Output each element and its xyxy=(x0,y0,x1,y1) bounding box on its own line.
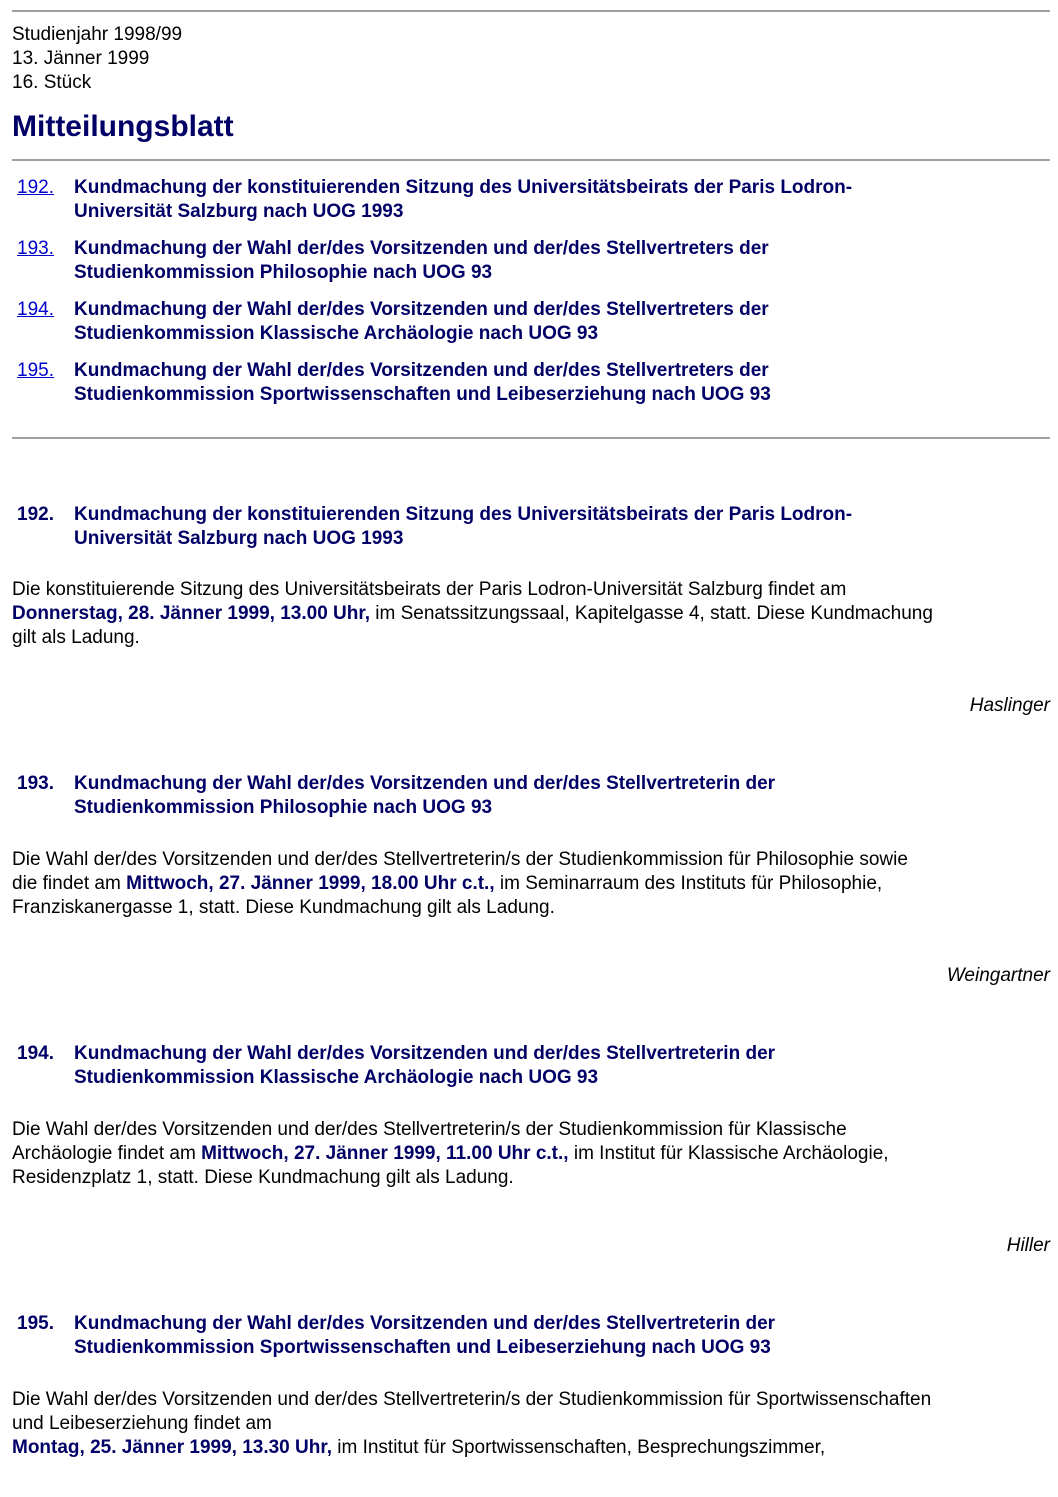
section-heading xyxy=(12,503,1050,551)
section-title: Studienkommission Sportwissenschaften und Leibeserziehung nach UOG 93 xyxy=(74,1337,771,1358)
section-193 xyxy=(12,772,1050,988)
section-body: Die Wahl der/des Vorsitzenden und der/des Stellvertreterin/s der Studienkommission für Sportwissenschaften und Leibeserziehung findet am Montag, 25. Jänner 1999, 13.30 Uhr, im Institut für Sportwissenschaften, Besprechungszimmer, xyxy=(12,1389,932,1458)
toc-item-title: Universität Salzburg nach UOG 1993 xyxy=(74,201,404,222)
top-rule xyxy=(12,10,1050,12)
toc-item-title: Kundmachung der Wahl der/des Vorsitzenden und der/des Stellvertreters der xyxy=(74,360,769,381)
toc-item-192 xyxy=(12,176,1050,224)
signature: Hiller xyxy=(1006,1235,1050,1256)
section-body: Die Wahl der/des Vorsitzenden und der/des Stellvertreterin/s der Studienkommission für Philosophie sowie die findet am Mittwoch, 27. Jänner 1999, 18.00 Uhr c.t., im Seminarraum des Instituts für Philosophie, Franziskanergasse 1, statt. Diese Kundmachung gilt als Ladung. xyxy=(12,849,908,918)
section-title: Kundmachung der Wahl der/des Vorsitzenden und der/des Stellvertreterin der xyxy=(74,1313,776,1334)
document-page xyxy=(12,0,1050,1460)
section-number: 194. xyxy=(17,1043,54,1064)
section-title: Kundmachung der Wahl der/des Vorsitzenden und der/des Stellvertreterin der xyxy=(74,773,776,794)
section-body: Die konstituierende Sitzung des Universitätsbeirats der Paris Lodron-Universität Salzburg findet am Donnerstag, 28. Jänner 1999, 13.00 Uhr, im Senatssitzungssaal, Kapitelgasse 4, statt. Diese Kundmachung gilt als Ladung. xyxy=(12,579,933,648)
toc-bottom-rule xyxy=(12,437,1050,439)
toc-item-title: Studienkommission Sportwissenschaften und Leibeserziehung nach UOG 93 xyxy=(74,384,771,405)
signature: Haslinger xyxy=(969,695,1050,716)
section-title: Studienkommission Philosophie nach UOG 93 xyxy=(74,797,493,818)
section-title: Universität Salzburg nach UOG 1993 xyxy=(74,528,404,549)
date-time: Montag, 25. Jänner 1999, 13.30 Uhr, xyxy=(12,1437,332,1458)
section-title: Kundmachung der Wahl der/des Vorsitzenden und der/des Stellvertreterin der xyxy=(74,1043,776,1064)
section-number: 195. xyxy=(17,1313,54,1334)
section-195 xyxy=(12,1312,1050,1460)
toc-item-193 xyxy=(12,237,1050,285)
toc-link-195[interactable]: 195. xyxy=(17,360,54,381)
section-title: Kundmachung der konstituierenden Sitzung des Universitätsbeirats der Paris Lodron- xyxy=(74,504,853,525)
toc-link-192[interactable]: 192. xyxy=(17,177,54,198)
issue-number: 16. Stück xyxy=(12,72,92,93)
toc-item-194 xyxy=(12,298,1050,346)
table-of-contents xyxy=(12,176,1050,407)
section-heading xyxy=(12,1312,1050,1360)
section-title: Studienkommission Klassische Archäologie nach UOG 93 xyxy=(74,1067,599,1088)
toc-link-194[interactable]: 194. xyxy=(17,299,54,320)
studienjahr: Studienjahr 1998/99 xyxy=(12,24,183,45)
toc-item-title: Studienkommission Klassische Archäologie nach UOG 93 xyxy=(74,323,599,344)
date-time: Mittwoch, 27. Jänner 1999, 11.00 Uhr c.t., xyxy=(201,1143,569,1164)
issue-meta xyxy=(12,23,1050,95)
toc-link-193[interactable]: 193. xyxy=(17,238,54,259)
toc-top-rule xyxy=(12,159,1050,161)
toc-item-title: Kundmachung der konstituierenden Sitzung des Universitätsbeirats der Paris Lodron- xyxy=(74,177,853,198)
section-number: 193. xyxy=(17,773,54,794)
section-194 xyxy=(12,1042,1050,1258)
section-heading xyxy=(12,1042,1050,1090)
section-192 xyxy=(12,503,1050,718)
signature: Weingartner xyxy=(946,965,1050,986)
date-time: Donnerstag, 28. Jänner 1999, 13.00 Uhr, xyxy=(12,603,371,624)
issue-date: 13. Jänner 1999 xyxy=(12,48,150,69)
toc-item-title: Kundmachung der Wahl der/des Vorsitzenden und der/des Stellvertreters der xyxy=(74,238,769,259)
section-body: Die Wahl der/des Vorsitzenden und der/des Stellvertreterin/s der Studienkommission für Klassische Archäologie findet am Mittwoch, 27. Jänner 1999, 11.00 Uhr c.t., im Institut für Klassische Archäologie, Residenzplatz 1, statt. Diese Kundmachung gilt als Ladung. xyxy=(12,1119,889,1188)
date-time: Mittwoch, 27. Jänner 1999, 18.00 Uhr c.t., xyxy=(126,873,495,894)
section-number: 192. xyxy=(17,504,54,525)
toc-item-title: Kundmachung der Wahl der/des Vorsitzenden und der/des Stellvertreters der xyxy=(74,299,769,320)
toc-item-title: Studienkommission Philosophie nach UOG 93 xyxy=(74,262,493,283)
toc-item-195 xyxy=(12,359,1050,407)
page-title: Mitteilungsblatt xyxy=(12,110,234,143)
section-heading xyxy=(12,772,1050,820)
